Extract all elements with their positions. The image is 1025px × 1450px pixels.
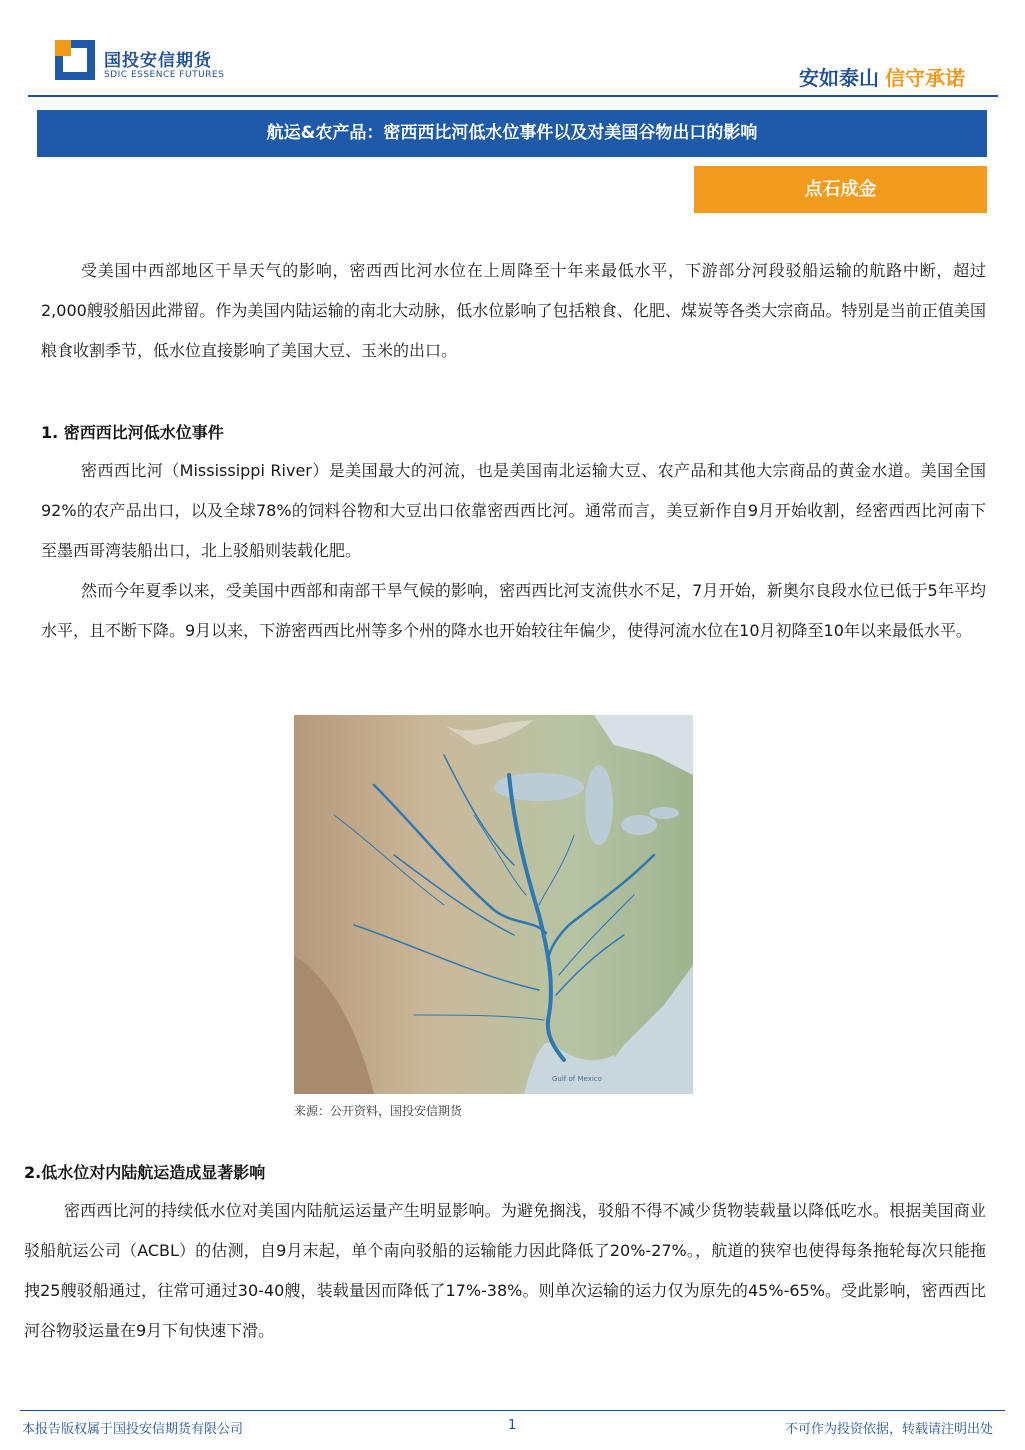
section2-paragraph-1: 密西西比河的持续低水位对美国内陆航运运量产生明显影响。为避免搁浅，驳船不得不减少货物装载量以降低吃水。根据美国商业驳船航运公司（ACBL）的估测，自9月末起，单个南向驳船的运输能力因此降低了20%-27%。，航道的狭窄也使得每条拖轮每次只能拖拽25艘驳船通过，往常可通过30-40艘，装载量因而降低了17%-38%。则单次运输的运力仅为原先的45%-65%。受此影响，密西西比河谷物驳运量在9月下旬快速下滑。 xyxy=(24,1201,986,1340)
intro-paragraph: 受美国中西部地区干旱天气的影响，密西西比河水位在上周降至十年来最低水平，下游部分河段驳船运输的航路中断，超过2,000艘驳船因此滞留。作为美国内陆运输的南北大动脉，低水位影响了包括粮食、化肥、煤炭等各类大宗商品。特别是当前正值美国粮食收割季节，低水位直接影响了美国大豆、玉米的出口。 xyxy=(41,261,986,360)
footer-divider xyxy=(20,1410,1005,1411)
map-sea-label: Gulf of Mexico xyxy=(552,1075,602,1083)
report-subtitle: 点石成金 xyxy=(694,166,987,213)
page-header xyxy=(0,0,1025,96)
company-name-en: SDIC ESSENCE FUTURES xyxy=(104,70,225,80)
section2-heading: 2.低水位对内陆航运造成显著影响 xyxy=(24,1163,266,1182)
slogan-part1: 安如泰山 xyxy=(799,66,879,90)
report-title: 航运&农产品：密西西比河低水位事件以及对美国谷物出口的影响 xyxy=(37,110,987,157)
company-name-cn: 国投安信期货 xyxy=(104,51,212,71)
section1-paragraph-1: 密西西比河（Mississippi River）是美国最大的河流，也是美国南北运输大豆、农产品和其他大宗商品的黄金水道。美国全国92%的农产品出口，以及全球78%的饲料谷物和大豆出口依靠密西西比河。通常而言，美豆新作自9月开始收割，经密西西比河南下至墨西哥湾装船出口，北上驳船则装载化肥。 xyxy=(41,461,986,560)
figure-caption: 来源：公开资料，国投安信期货 xyxy=(294,1104,463,1118)
company-logo-icon xyxy=(55,40,95,80)
page-number: 1 xyxy=(508,1418,517,1433)
footer-disclaimer: 不可作为投资依据，转载请注明出处 xyxy=(784,1422,993,1437)
footer-copyright: 本报告版权属于国投安信期货有限公司 xyxy=(22,1422,244,1437)
slogan xyxy=(799,62,965,91)
mississippi-basin-map xyxy=(294,715,693,1094)
header-divider xyxy=(28,95,998,97)
section1-heading: 1. 密西西比河低水位事件 xyxy=(41,423,224,442)
section1-paragraph-2: 然而今年夏季以来，受美国中西部和南部干旱气候的影响，密西西比河支流供水不足，7月开始，新奥尔良段水位已低于5年平均水平，且不断下降。9月以来，下游密西西比州等多个州的降水也开始较往年偏少，使得河流水位在10月初降至10年以来最低水平。 xyxy=(41,581,986,640)
slogan-part2: 信守承诺 xyxy=(885,66,965,90)
